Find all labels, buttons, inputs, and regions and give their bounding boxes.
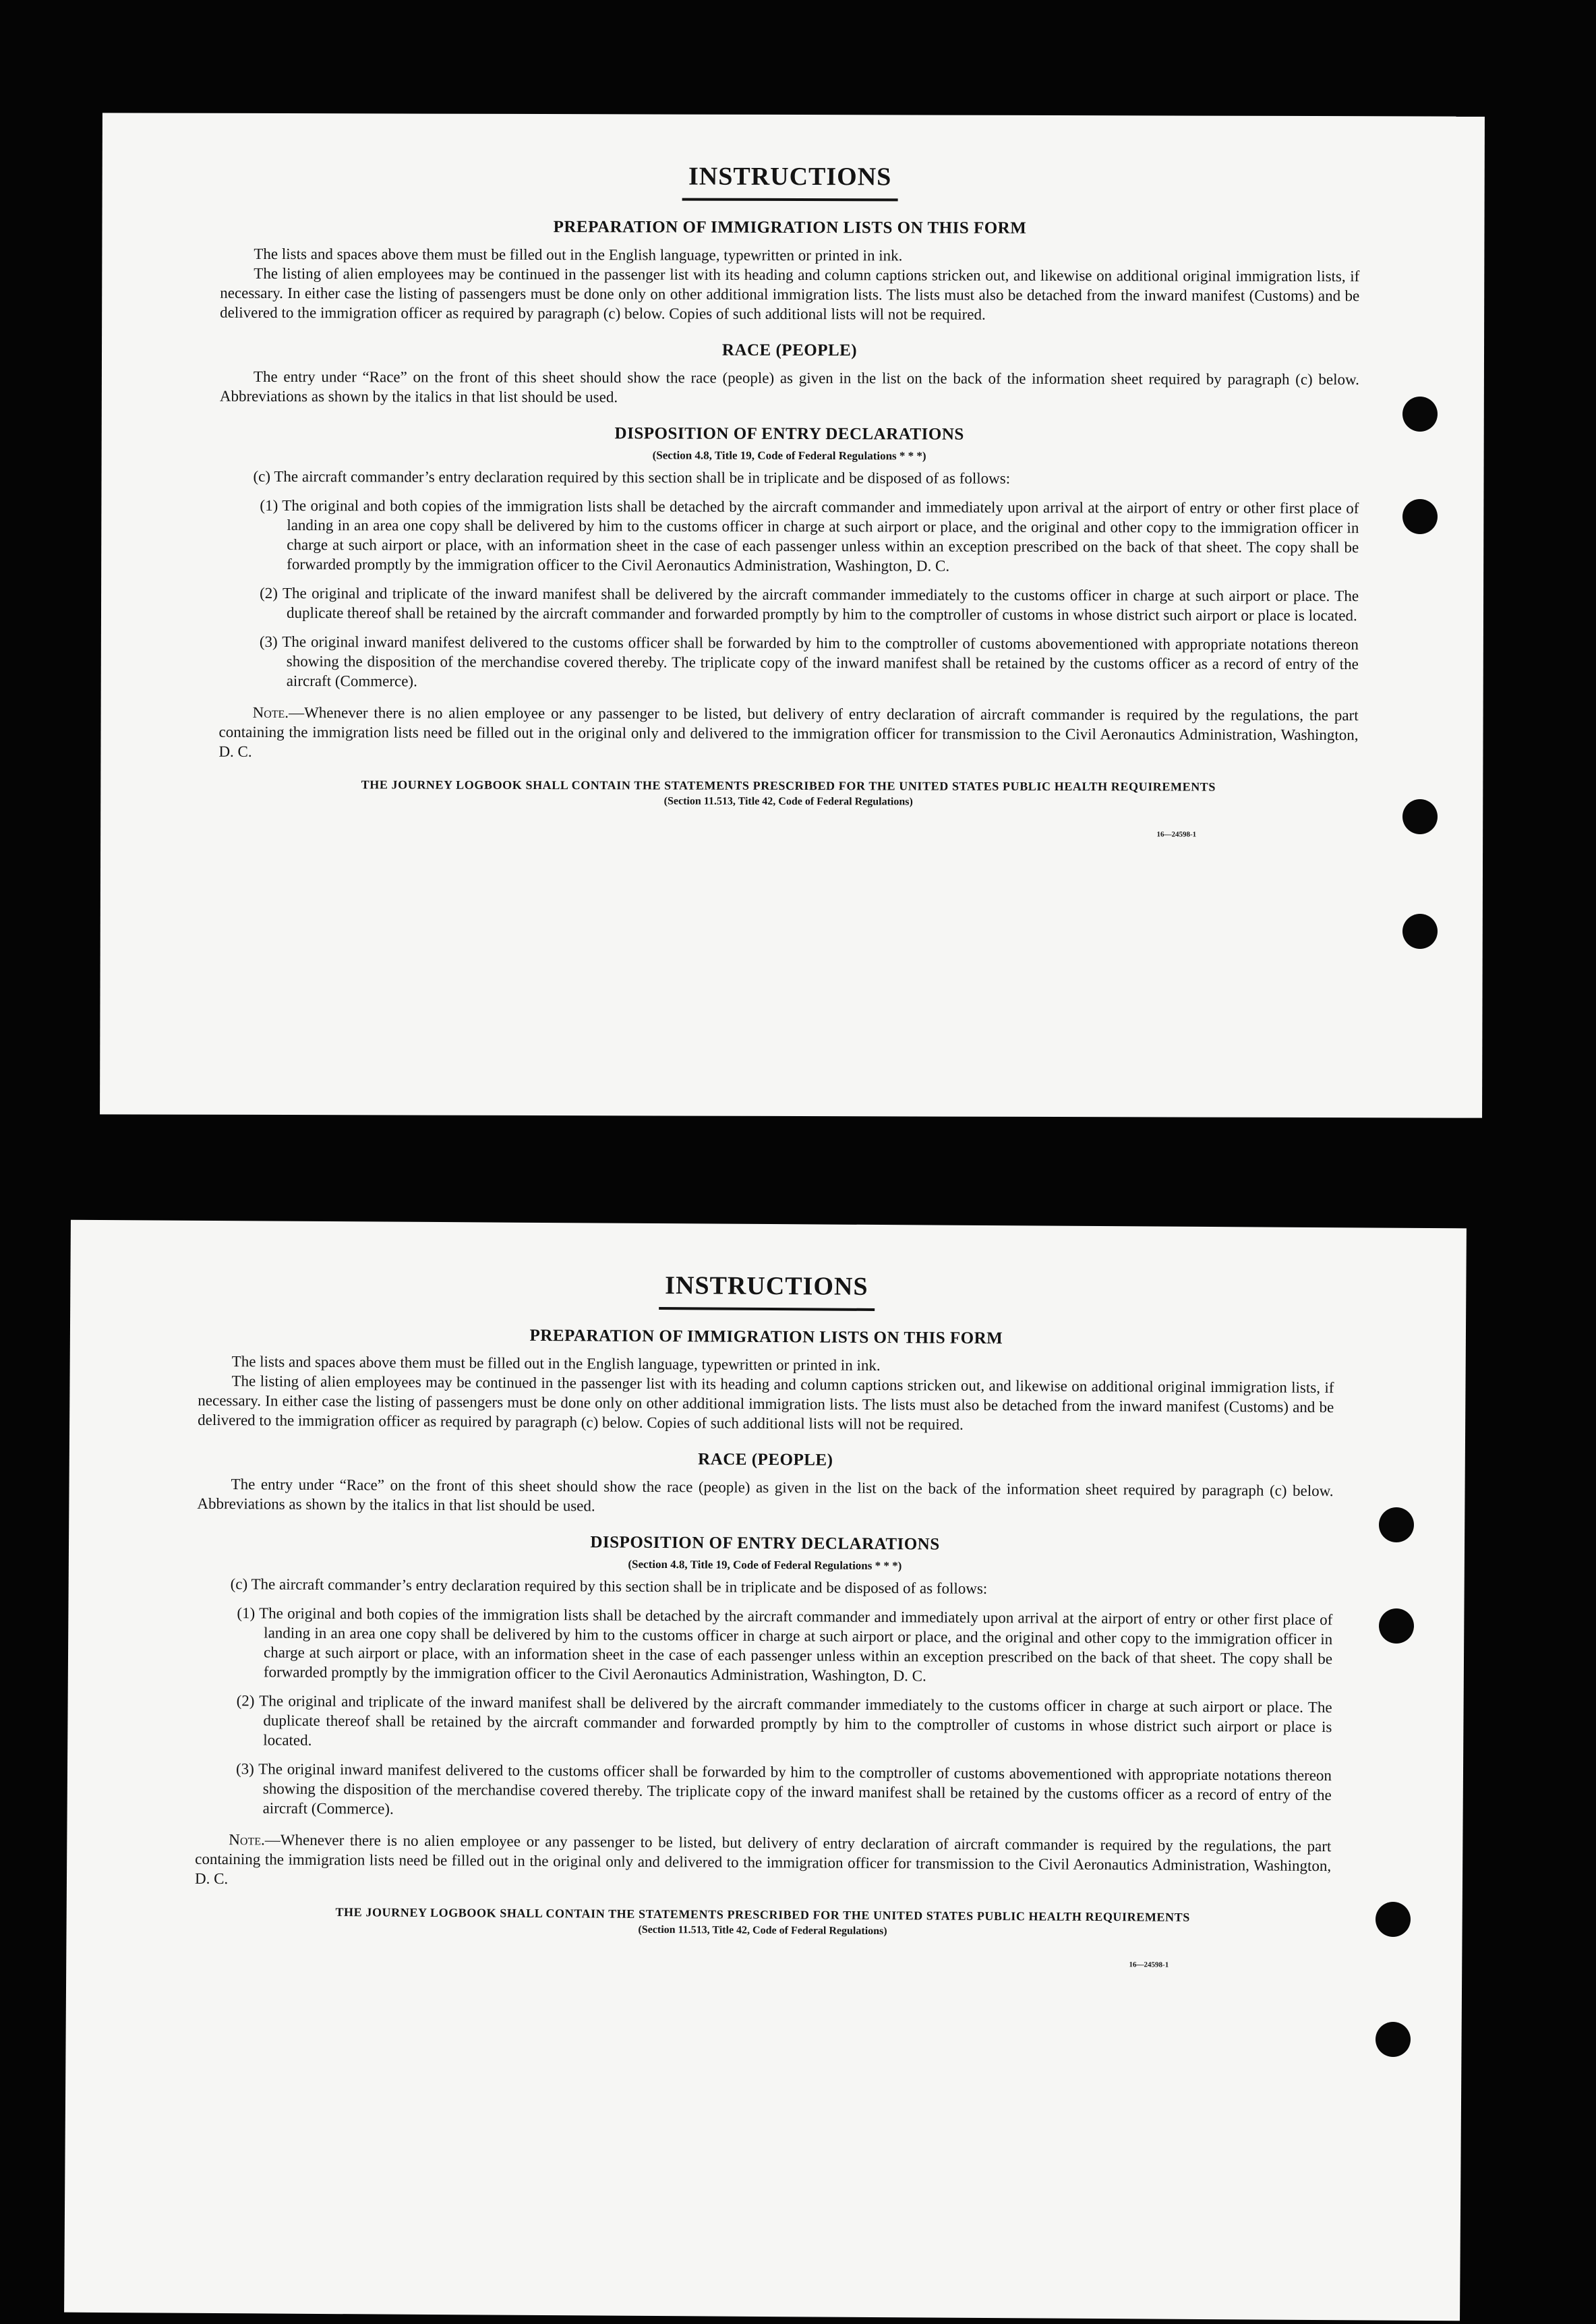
disposition-item-2: (2) The original and triplicate of the inward manifest shall be delivered by the aircraft commander immediately to the customs officer in charge at such airport or place. The duplicate thereof shall be retained by the aircraft commander and forwarded promptly by him to the comptroller of customs in whose district such airport or place is located. [236, 1692, 1332, 1749]
preparation-paragraph-1: The lists and spaces above them must be filled out in the English language, typewritten or printed in ink. [254, 245, 903, 264]
page-title: INSTRUCTIONS [682, 162, 898, 202]
disposition-item-1: (1) The original and both copies of the immigration lists shall be detached by the aircraft commander and immediately upon arrival at the airport of entry or other first place of landing in an area one copy shall be delivered by him to the customs officer in charge at such airport or place, and the original and other copy to the immigration officer in charge at such airport or place, with an information sheet in the case of each passenger unless within an exception prescribed on the back of that sheet. The copy shall be forwarded promptly by the immigration officer to the Civil Aeronautics Administration, Washington, D. C. [260, 496, 1359, 575]
preparation-heading: PREPARATION OF IMMIGRATION LISTS ON THIS FORM [553, 218, 1027, 237]
disposition-item-2: (2) The original and triplicate of the inward manifest shall be delivered by the aircraft commander immediately to the customs officer in charge at such airport or place. The duplicate thereof shall be retained by the aircraft commander and forwarded promptly by him to the comptroller of customs in whose district such airport or place is located. [260, 584, 1359, 624]
disposition-paragraph-c: (c) The aircraft commander’s entry declaration required by this section shall be in triplicate and be disposed of as follows: [230, 1575, 988, 1598]
note-paragraph [195, 1830, 1332, 1895]
form-sheet-top [100, 113, 1485, 1117]
disposition-item-3: (3) The original inward manifest delivered to the customs officer shall be forwarded by him to the comptroller of customs abovementioned with appropriate notations thereon showing the disposition of the merchandise covered thereby. The triplicate copy of the inward manifest shall be retained by the customs officer as a record of entry of the aircraft (Commerce). [235, 1760, 1332, 1818]
note-paragraph [218, 703, 1358, 764]
note-text: —Whenever there is no alien employee or any passenger to be listed, but delivery of entry declaration of aircraft commander is required by the regulations, the part containing the immigration lists need be filled out in the original only and delivered to the immigration officer for transmission to the Civil Aeronautics Administration, Washington, D. C. [194, 1831, 1332, 1888]
punch-hole [1379, 1608, 1414, 1644]
preparation-paragraph-1: The lists and spaces above them must be filled out in the English language, typewritten or printed in ink. [231, 1353, 881, 1374]
race-heading: RACE (PEOPLE) [721, 341, 858, 360]
health-requirements-reference: (Section 11.513, Title 42, Code of Federal Regulations) [638, 1923, 887, 1938]
disposition-reference: (Section 4.8, Title 19, Code of Federal Regulations * * *) [652, 448, 926, 463]
form-number: 16—24598-1 [1129, 1960, 1169, 1969]
punch-hole [1402, 499, 1438, 534]
health-requirements-reference: (Section 11.513, Title 42, Code of Federal Regulations) [663, 795, 913, 808]
preparation-heading: PREPARATION OF IMMIGRATION LISTS ON THIS FORM [529, 1326, 1003, 1348]
form-number: 16—24598-1 [1156, 830, 1197, 839]
punch-hole [1402, 397, 1438, 432]
note-label: Note. [229, 1831, 265, 1849]
race-heading: RACE (PEOPLE) [698, 1450, 833, 1470]
race-paragraph: The entry under “Race” on the front of this sheet should show the race (people) as given in the list on the back of the information sheet required by paragraph (c) below. Abbreviations as shown by the italics in that list should be used. [219, 368, 1359, 406]
preparation-paragraph-2: The listing of alien employees may be continued in the passenger list with its heading and column captions stricken out, and likewise on additional original immigration lists, if necessary. In either case the listing of passengers must be done only on other additional immigration lists. The lists must also be detached from the inward manifest (Customs) and be delivered to the immigration officer as required by paragraph (c) below. Copies of such additional lists will not be required. [198, 1372, 1334, 1433]
form-sheet-bottom [64, 1220, 1467, 2321]
punch-hole [1402, 914, 1438, 949]
note-text: —Whenever there is no alien employee or any passenger to be listed, but delivery of entry declaration of aircraft commander is required by the regulations, the part containing the immigration lists need be filled out in the original only and delivered to the immigration officer for transmission to the Civil Aeronautics Administration, Washington, D. C. [218, 704, 1359, 760]
disposition-item-3: (3) The original inward manifest delivered to the customs officer shall be forwarded by him to the comptroller of customs abovementioned with appropriate notations thereon showing the disposition of the merchandise covered thereby. The triplicate copy of the inward manifest shall be retained by the customs officer as a record of entry of the aircraft (Commerce). [259, 633, 1359, 690]
note-label: Note. [252, 703, 289, 722]
punch-hole [1376, 1902, 1411, 1937]
disposition-item-1: (1) The original and both copies of the immigration lists shall be detached by the aircraft commander and immediately upon arrival at the airport of entry or other first place of landing in an area one copy shall be delivered by him to the customs officer in charge at such airport or place, and the original and other copy to the immigration officer in charge at such airport or place, with an information sheet in the case of each passenger unless within an exception prescribed on the back of that sheet. The copy shall be forwarded promptly by the immigration officer to the Civil Aeronautics Administration, Washington, D. C. [237, 1604, 1333, 1685]
punch-hole [1376, 2022, 1411, 2057]
disposition-heading: DISPOSITION OF ENTRY DECLARATIONS [614, 424, 964, 444]
preparation-paragraph-2: The listing of alien employees may be continued in the passenger list with its heading and column captions stricken out, and likewise on additional original immigration lists, if necessary. In either case the listing of passengers must be done only on other additional immigration lists. The lists must also be detached from the inward manifest (Customs) and be delivered to the immigration officer as required by paragraph (c) below. Copies of such additional lists will not be required. [220, 264, 1360, 323]
disposition-heading: DISPOSITION OF ENTRY DECLARATIONS [590, 1533, 940, 1554]
race-paragraph: The entry under “Race” on the front of this sheet should show the race (people) as given in the list on the back of the information sheet required by paragraph (c) below. Abbreviations as shown by the italics in that list should be used. [197, 1476, 1334, 1515]
page-title: INSTRUCTIONS [659, 1271, 875, 1311]
punch-hole [1379, 1507, 1414, 1542]
health-requirements-footer: THE JOURNEY LOGBOOK SHALL CONTAIN THE STATEMENTS PRESCRIBED FOR THE UNITED STATES PUBLIC HEALTH REQUIREMENTS [361, 778, 1216, 794]
disposition-paragraph-c: (c) The aircraft commander’s entry declaration required by this section shall be in triplicate and be disposed of as follows: [253, 467, 1011, 487]
punch-hole [1402, 799, 1438, 834]
health-requirements-footer: THE JOURNEY LOGBOOK SHALL CONTAIN THE STATEMENTS PRESCRIBED FOR THE UNITED STATES PUBLIC HEALTH REQUIREMENTS [335, 1905, 1190, 1924]
disposition-reference: (Section 4.8, Title 19, Code of Federal Regulations * * *) [628, 1557, 902, 1573]
